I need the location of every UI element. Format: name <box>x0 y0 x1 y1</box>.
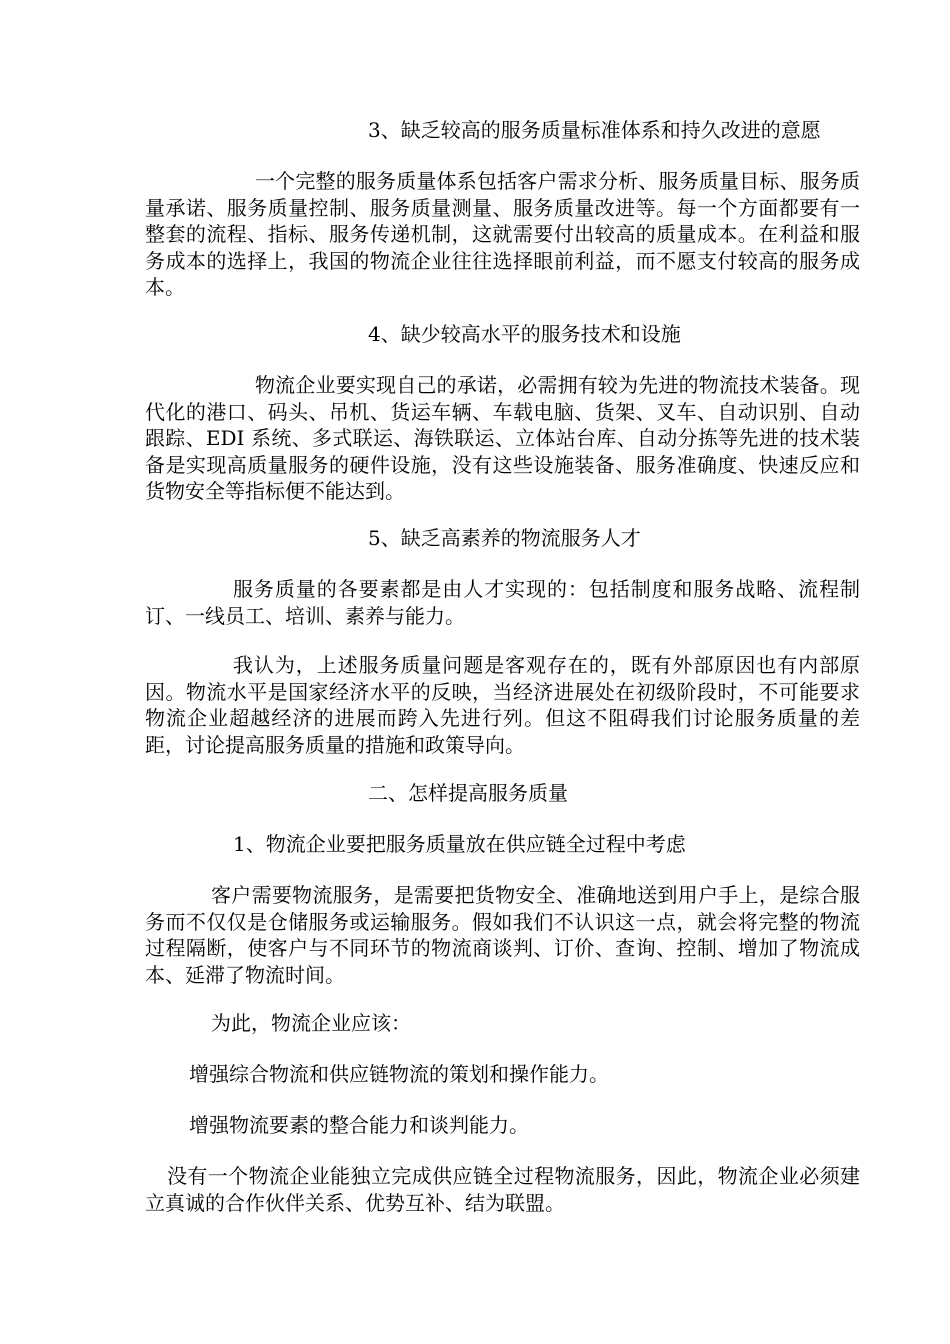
paragraph-technology-facilities: 物流企业要实现自己的承诺，必需拥有较为先进的物流技术装备。现代化的港口、码头、吊机、货运车辆、车载电脑、货架、叉车、自动识别、自动跟踪、EDI 系统、多式联运、海铁联运、立体站台库、自动分拣等先进的技术装备是实现高质量服务的硬件设施，没有这些设施装备、服务准确度、快速反应和货物安全等指标便不能达到。 <box>145 373 860 503</box>
paragraph-service-quality-system: 一个完整的服务质量体系包括客户需求分析、服务质量目标、服务质量承诺、服务质量控制、服务质量测量、服务质量改进等。每一个方面都要有一整套的流程、指标、服务传递机制，这就需要付出较高的质量成本。在利益和服务成本的选择上，我国的物流企业往往选择眼前利益，而不愿支付较高的服务成本。 <box>145 169 860 299</box>
section-heading-2: 二、怎样提高服务质量 <box>368 781 568 805</box>
paragraph-enhance-planning: 增强综合物流和供应链物流的策划和操作能力。 <box>189 1062 609 1086</box>
paragraph-customer-needs: 客户需要物流服务，是需要把货物安全、准确地送到用户手上，是综合服务而不仅仅是仓储服务或运输服务。假如我们不认识这一点，就会将完整的物流过程隔断，使客户与不同环节的物流商谈判、订价、查询、控制、增加了物流成本、延滞了物流时间。 <box>145 883 860 987</box>
heading-5: 5、缺乏高素养的物流服务人才 <box>368 526 641 550</box>
paragraph-enhance-integration: 增强物流要素的整合能力和谈判能力。 <box>189 1113 529 1137</box>
heading-4: 4、缺少较高水平的服务技术和设施 <box>368 322 681 346</box>
subheading-1: 1、物流企业要把服务质量放在供应链全过程中考虑 <box>233 832 686 856</box>
paragraph-talent: 服务质量的各要素都是由人才实现的：包括制度和服务战略、流程制订、一线员工、培训、素养与能力。 <box>145 577 860 628</box>
paragraph-alliance: 没有一个物流企业能独立完成供应链全过程物流服务，因此，物流企业必须建立真诚的合作伙伴关系、优势互补、结为联盟。 <box>145 1164 860 1215</box>
heading-3: 3、缺乏较高的服务质量标准体系和持久改进的意愿 <box>368 118 821 142</box>
paragraph-therefore: 为此，物流企业应该： <box>211 1011 411 1035</box>
paragraph-opinion: 我认为，上述服务质量问题是客观存在的，既有外部原因也有内部原因。物流水平是国家经济水平的反映，当经济进展处在初级阶段时，不可能要求物流企业超越经济的进展而跨入先进行列。但这不阻碍我们讨论服务质量的差距，讨论提高服务质量的措施和政策导向。 <box>145 653 860 757</box>
